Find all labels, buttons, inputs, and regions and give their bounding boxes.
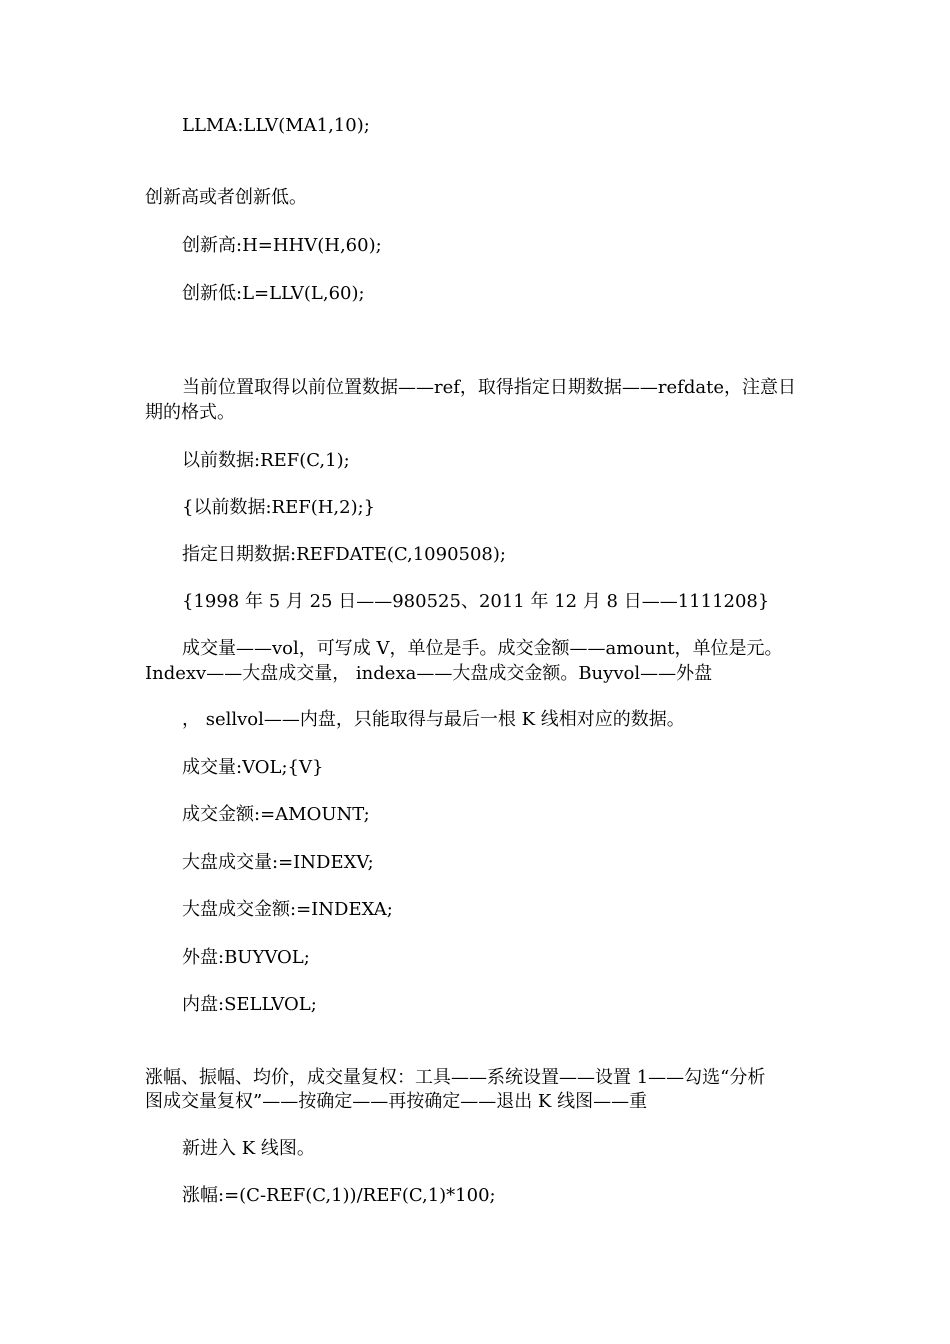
date-format-comment: {1998 年 5 月 25 日——980525、2011 年 12 月 8 日——1111208} <box>182 591 770 612</box>
formula-amount: 成交金额:=AMOUNT; <box>182 804 370 825</box>
paragraph-ref-line-2: 期的格式。 <box>145 402 235 423</box>
paragraph-ref-line-1: 当前位置取得以前位置数据——ref，取得指定日期数据——refdate，注意日 <box>182 377 796 398</box>
paragraph-rights-line-2: 图成交量复权”——按确定——再按确定——退出 K 线图——重 <box>145 1091 648 1112</box>
formula-llma: LLMA:LLV(MA1,10); <box>182 115 370 136</box>
paragraph-volume-line-3: ， sellvol——内盘，只能取得与最后一根 K 线相对应的数据。 <box>182 709 685 730</box>
formula-indexa: 大盘成交金额:=INDEXA; <box>182 899 393 920</box>
paragraph-rights-line-1: 涨幅、振幅、均价，成交量复权：工具——系统设置——设置 1——勾选“分析 <box>145 1067 766 1088</box>
formula-ref-comment: {以前数据:REF(H,2);} <box>182 497 376 518</box>
formula-change-pct: 涨幅:=(C-REF(C,1))/REF(C,1)*100; <box>182 1185 496 1206</box>
formula-new-low: 创新低:L=LLV(L,60); <box>182 283 365 304</box>
paragraph-rights-line-3: 新进入 K 线图。 <box>182 1138 315 1159</box>
formula-vol: 成交量:VOL;{V} <box>182 757 324 778</box>
formula-indexv: 大盘成交量:=INDEXV; <box>182 852 374 873</box>
section-heading-high-low: 创新高或者创新低。 <box>145 187 307 208</box>
formula-ref: 以前数据:REF(C,1); <box>182 450 350 471</box>
paragraph-volume-line-1: 成交量——vol，可写成 V，单位是手。成交金额——amount，单位是元。 <box>182 638 783 659</box>
formula-buyvol: 外盘:BUYVOL; <box>182 947 310 968</box>
paragraph-volume-line-2: Indexv——大盘成交量， indexa——大盘成交金额。Buyvol——外盘 <box>145 663 713 684</box>
formula-new-high: 创新高:H=HHV(H,60); <box>182 235 382 256</box>
formula-sellvol: 内盘:SELLVOL; <box>182 994 317 1015</box>
formula-refdate: 指定日期数据:REFDATE(C,1090508); <box>182 544 506 565</box>
